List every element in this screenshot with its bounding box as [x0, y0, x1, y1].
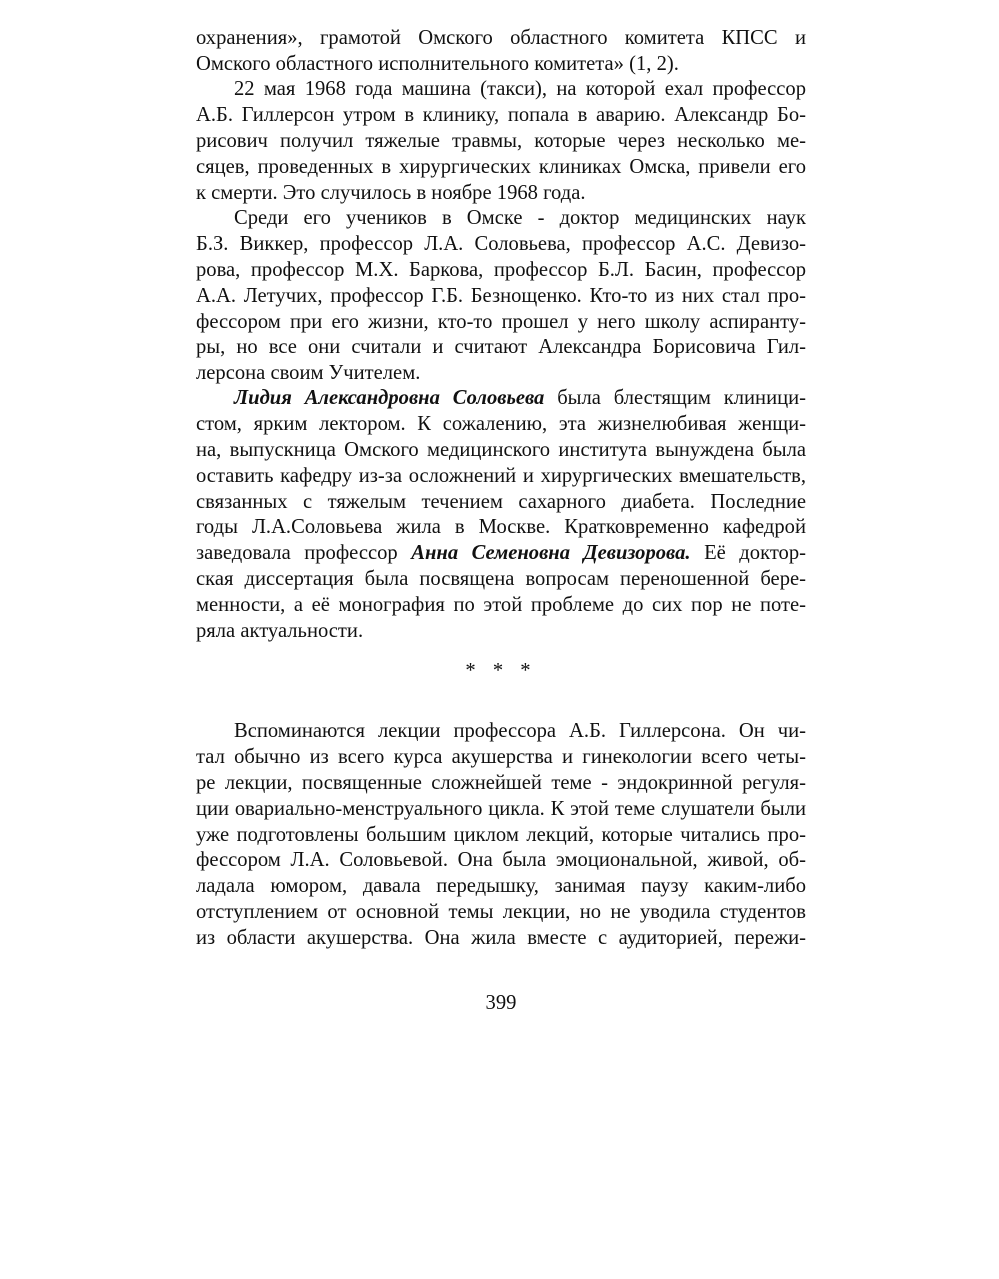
paragraph-3: [196, 206, 806, 387]
text-line: фессором при его жизни, кто-то прошел у него школу аспиранту-: [196, 310, 806, 333]
person-name-soloveva: Лидия Александровна Соловьева: [234, 387, 545, 409]
text-line: Среди его учеников в Омске - доктор медицинских наук: [234, 207, 806, 229]
text-line: стом, ярким лектором. К сожалению, эта жизнелюбивая женщи-: [196, 412, 806, 435]
text-line: А.Б. Гиллерсон утром в клинику, попала в аварию. Александр Бо-: [196, 103, 806, 126]
text-line: менности, а её монография по этой проблеме до сих пор не поте-: [196, 594, 806, 617]
text-line: лерсона своим Учителем.: [196, 362, 421, 385]
page-number: 399: [485, 992, 517, 1014]
text-line: к смерти. Это случилось в ноябре 1968 года.: [196, 181, 586, 204]
text-line: оставить кафедру из-за осложнений и хирургических вмешательств,: [196, 464, 806, 487]
text-line: Вспоминаются лекции профессора А.Б. Гиллерсона. Он чи-: [234, 720, 806, 742]
text-line: 22 мая 1968 года машина (такси), на которой ехал профессор: [234, 78, 806, 100]
text-line: [196, 386, 806, 412]
text-line: ряла актуальности.: [196, 620, 364, 643]
text-line: годы Л.А.Соловьева жила в Москве. Кратковременно кафедрой: [196, 516, 806, 539]
paragraph-1: [196, 26, 806, 78]
text-line: рова, профессор М.Х. Баркова, профессор Б.Л. Басин, профессор: [196, 258, 806, 281]
text-line: фессором Л.А. Соловьевой. Она была эмоциональной, живой, об-: [196, 849, 806, 872]
text-line: связанных с тяжелым течением сахарного диабета. Последние: [196, 490, 806, 513]
text-line: на, выпускница Омского медицинского института вынуждена была: [196, 438, 806, 461]
text-line: ладала юмором, давала передышку, занимая паузу каким-либо: [196, 875, 806, 898]
text-run: Её доктор-: [690, 542, 806, 565]
paragraph-2: [196, 77, 806, 206]
text-line: сяцев, проведенных в хирургических клиниках Омска, привели его: [196, 155, 806, 178]
text-line: охранения», грамотой Омского областного комитета КПСС и: [196, 27, 806, 49]
text-line: рисович получил тяжелые травмы, которые через несколько ме-: [196, 129, 806, 152]
text-line: Б.З. Виккер, профессор Л.А. Соловьева, профессор А.С. Девизо-: [196, 232, 806, 255]
text-line: ции овариально-менструального цикла. К этой теме слушатели были: [196, 797, 806, 820]
section-separator: * * *: [465, 660, 537, 682]
text-line: ская диссертация была посвящена вопросам переношенной бере-: [196, 568, 806, 591]
paragraph-4: [196, 386, 806, 645]
text-line: ре лекции, посвященные сложнейшей теме - эндокринной регуля-: [196, 771, 806, 794]
text-run: была блестящим клиници-: [544, 387, 806, 409]
text-line: А.А. Летучих, профессор Г.Б. Безнощенко. Кто-то из них стал про-: [196, 284, 806, 307]
text-line: Омского областного исполнительного комитета» (1, 2).: [196, 52, 679, 75]
text-line: ры, но все они считали и считают Александра Борисовича Гил-: [196, 336, 806, 359]
person-name-devizorova: Анна Семеновна Девизорова.: [411, 542, 691, 565]
text-line: отступлением от основной темы лекции, но не уводила студентов: [196, 901, 806, 924]
text-line: [196, 541, 806, 567]
text-line: уже подготовлены большим циклом лекций, которые читались про-: [196, 823, 806, 846]
text-line: из области акушерства. Она жила вместе с аудиторией, пережи-: [196, 927, 806, 950]
text-line: тал обычно из всего курса акушерства и гинекологии всего четы-: [196, 745, 806, 768]
paragraph-5: [196, 719, 806, 952]
text-run: заведовала профессор: [196, 542, 412, 565]
